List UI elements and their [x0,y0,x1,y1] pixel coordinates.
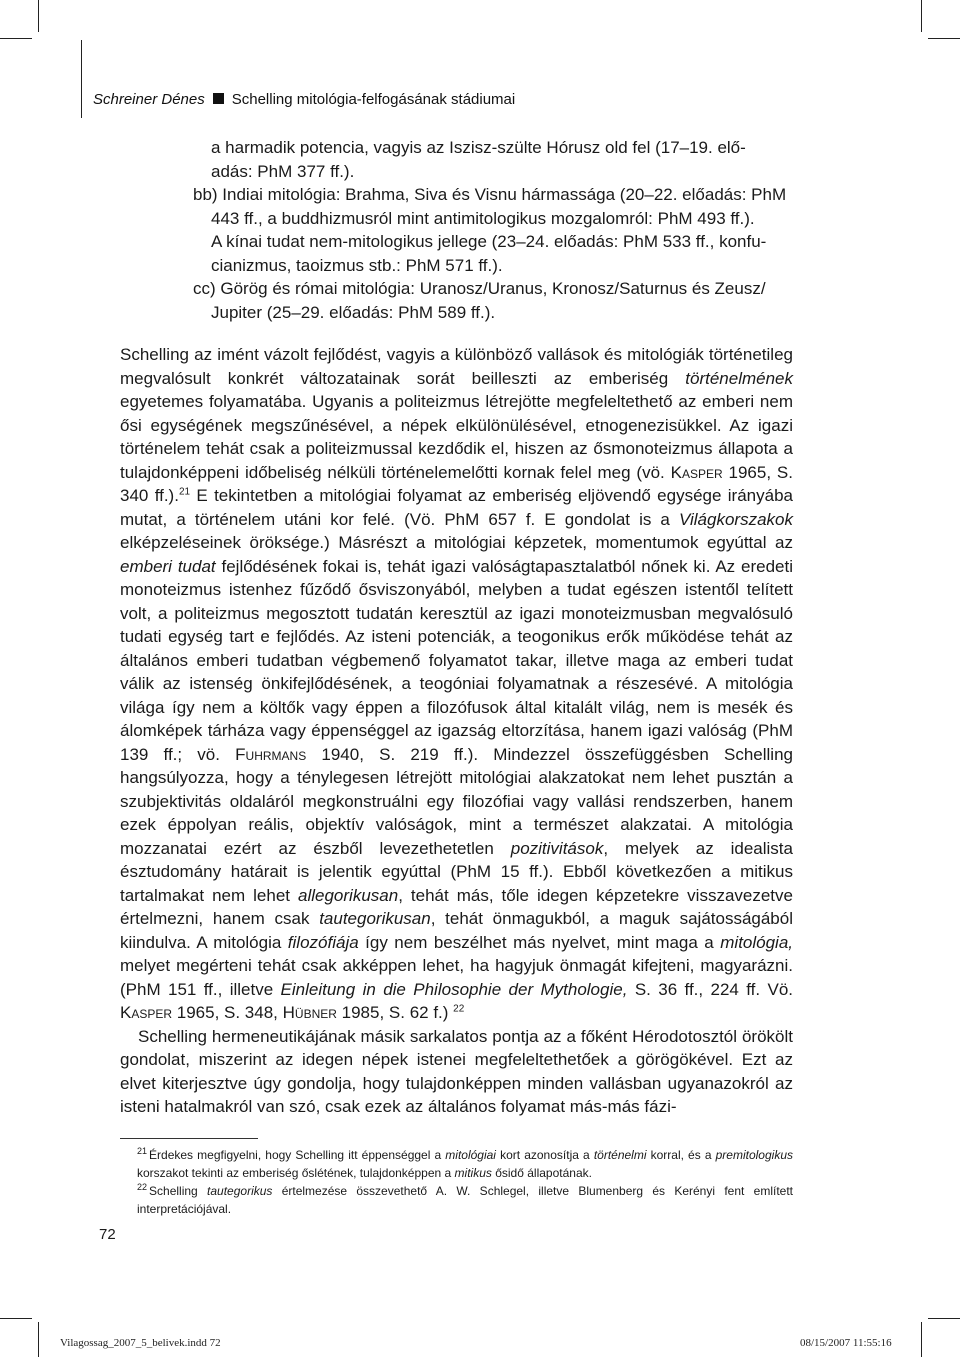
crop-mark-top-right [921,0,922,32]
list-line: adás: PhM 377 ff.). [211,161,355,181]
author-name: Fuhrmans [235,744,307,764]
text-run: értelmezése összevethető A. W. Schlegel, illetve Blumenberg és Kerényi fent említett interpretációjával. [137,1184,793,1216]
text-run: , tehát önmagukból, a maguk sajátosságából kiindulva. A mitológia [120,909,793,952]
text-run: elképzeléseinek öröksége.) Másrészt a mitológiai képzetek, momentumok egyúttal az [120,533,793,552]
italic-run: Világkorszakok [678,509,793,529]
text-run: Schelling az imént vázolt fejlődést, vagyis a különböző vallások és mitológiák történetileg megvalósult konkrét változatainak sorát beilleszti az emberiség [120,345,793,388]
paragraph: Schelling hermeneutikájának másik sarkalatos pontja az a főként Hérodotosztól örökölt gondolat, miszerint az idegen népek istenei megfeleltethetőek a görögökével. Ezt az elvet kiterjesztve úgy gondolja, hogy tulajdonképpen minden vallásban ugyanazokról az isteni hatalmakról van szó, csak ezek az általános folyamat más-más fázi- [120,1026,793,1116]
crop-mark-bottom-right [921,1322,922,1357]
square-bullet-icon [213,93,224,104]
crop-mark-bottom-right-h [928,1318,960,1319]
text-run: ősidő állapotának. [491,1166,592,1180]
footnote-22 [137,1182,793,1218]
text-run: kort azonosítja a [495,1148,594,1162]
italic-run: premitologikus [715,1148,793,1162]
crop-mark-left-vertical [81,40,82,118]
text-run: , melyek az idealista észtudomány határait is jelentik egyúttal (PhM 15 ff.). Ebből következően a mitikus tartalmakat nem lehet [120,838,793,905]
main-text [120,343,793,1119]
italic-run: Einleitung in die Philosophie der Mythologie, [280,979,628,999]
crop-mark-bottom-left-h [0,1318,32,1319]
text-run: Schelling [149,1184,208,1198]
italic-run: mitológia, [720,932,794,952]
author-name: Kasper [670,462,723,482]
list-item-bb [193,183,793,277]
footnote-number: 21 [137,1146,148,1156]
text-run: fejlődésének fokai is, tehát igazi valóságtapasztalatból nőnek ki. Az eredeti monoteizmus istenhez fűződő ősviszonyából, melyben a tudat egészen istentől telített volt, a politeizmus megosztott tudatán keresztül az igazi monoteizmusban megvalósuló tudati egység tart e fejlődés. Az isteni potenciák, a teogonikus erők működése tehát az általános emberi tudatban végbemenő folyamatot takar, illetve maga az emberi tudat válik az istenség önkifejlődésének, a teogóniai folyamatnak a részesévé. A mitológia világa így nem a költők vagy éppen a filozófusok által kitalált világ, nem is mesék és álomképek tárháza vagy éppenséggel az igazság eltorzítása, hanem igazi valóság (PhM 139 ff.; vö. [120,556,794,764]
list-line: a harmadik potencia, vagyis az Iszisz-szülte Hórusz old fel (17–19. elő- [211,138,746,157]
mythology-stages-list [193,136,793,324]
header-author: Schreiner Dénes [93,91,205,108]
footnote-ref: 22 [453,1003,465,1015]
text-run: 1965, S. 340 ff.). [120,462,793,505]
running-header [93,91,515,108]
text-run: korral, és a [646,1148,716,1162]
list-line: cc) Görög és római mitológia: Uranosz/Uranus, Kronosz/Saturnus és Zeusz/ [193,279,766,298]
footnote-divider [120,1138,258,1139]
author-name: Hübner [282,1003,337,1022]
italic-run: emberi tudat [120,556,216,576]
italic-run: mitikus [454,1166,492,1180]
list-line: A kínai tudat nem-mitologikus jellege (23–24. előadás: PhM 533 ff., konfu- [211,232,767,251]
text-run: S. 36 ff., 224 ff. Vö. [627,979,794,999]
text-run: , tehát más, tőle idegen képzetekre visszavezetve értelmezni, hanem csak [120,885,793,928]
italic-run: mitológiai [445,1148,496,1162]
list-line: cianizmus, taoizmus stb.: PhM 571 ff.). [211,255,503,275]
text-run: melyet megérteni tehát csak akképpen lehet, ha hagyjuk önmagát kifejteni, magyarázni. (PhM 151 ff., illetve [120,956,793,999]
footnotes [137,1146,793,1218]
footnote-number: 22 [137,1182,148,1192]
text-run: korszakot tekinti az emberiség őslétének, tulajdonképpen a [137,1166,455,1180]
text-run: így nem beszélhet más nyelvet, mint maga a [358,932,721,952]
italic-run: allegorikusan [298,885,399,905]
text-run: Érdekes megfigyelni, hogy Schelling itt éppenséggel a [149,1148,446,1162]
crop-mark-top-left-h [0,38,32,39]
crop-mark-top-right-h [928,38,960,39]
slug-filename: Vilagossag_2007_5_belivek.indd 72 [60,1337,221,1349]
text-run: 1965, S. 348, [172,1003,283,1022]
author-name: Kasper [120,1003,173,1022]
list-item [193,136,793,183]
list-line: Jupiter (25–29. előadás: PhM 589 ff.). [211,302,496,322]
italic-run: pozitivitások [510,838,604,858]
footnote-ref: 21 [178,486,191,498]
text-run: egyetemes folyamatába. Ugyanis a politeizmus létrejötte megfeleltethető az emberi nem ősi egységének megszűnésével, a népek elkülönülésével, etnogenezisükkel. Az igazi történelem tehát csak a politeizmussal kezdődik el, hiszen az ősmonoteizmus állapota a tulajdonképpeni időbeliség nélküli történelemelőtti kornak felel meg (vö. [120,392,793,482]
footnote-21 [137,1146,793,1182]
italic-run: filozófiája [287,932,359,952]
italic-run: történelmének [685,368,793,388]
crop-mark-top-left [38,0,39,32]
italic-run: történelmi [593,1148,647,1162]
italic-run: tautegorikus [207,1184,273,1198]
text-run: 1985, S. 62 f.) [336,1003,454,1022]
crop-mark-bottom-left [38,1322,39,1357]
italic-run: tautegorikusan [319,909,431,928]
slug-timestamp: 08/15/2007 11:55:16 [800,1337,892,1349]
page-number: 72 [99,1226,116,1243]
list-line: bb) Indiai mitológia: Brahma, Siva és Visnu hármassága (20–22. előadás: PhM [193,185,787,204]
list-item-cc [193,277,793,324]
text-run: 1940, S. 219 ff.). Mindezzel összefüggésben Schelling hangsúlyozza, hogy a ténylegesen létrejött mitológiai alakzatokat nem lehet pusztán a szubjektivitás oldaláról megkonstruálni egy filozófiai vagy vallási rendszerben, hanem ezek éppolyan reális, objektív valóságok, mint a természet alakzatai. A mitológia mozzanatai ezért az észből levezethetetlen [120,744,793,858]
text-run: E tekintetben a mitológiai folyamat az emberiség eljövendő egysége irányába mutat, a történelem utáni kor felé. (Vö. PhM 657 f. E gondolat is a [120,486,793,529]
list-line: 443 ff., a buddhizmusról mint antimitologikus mozgalomról: PhM 493 ff.). [211,208,755,228]
header-title: Schelling mitológia-felfogásának stádiumai [231,91,516,108]
paragraph [120,343,793,1025]
